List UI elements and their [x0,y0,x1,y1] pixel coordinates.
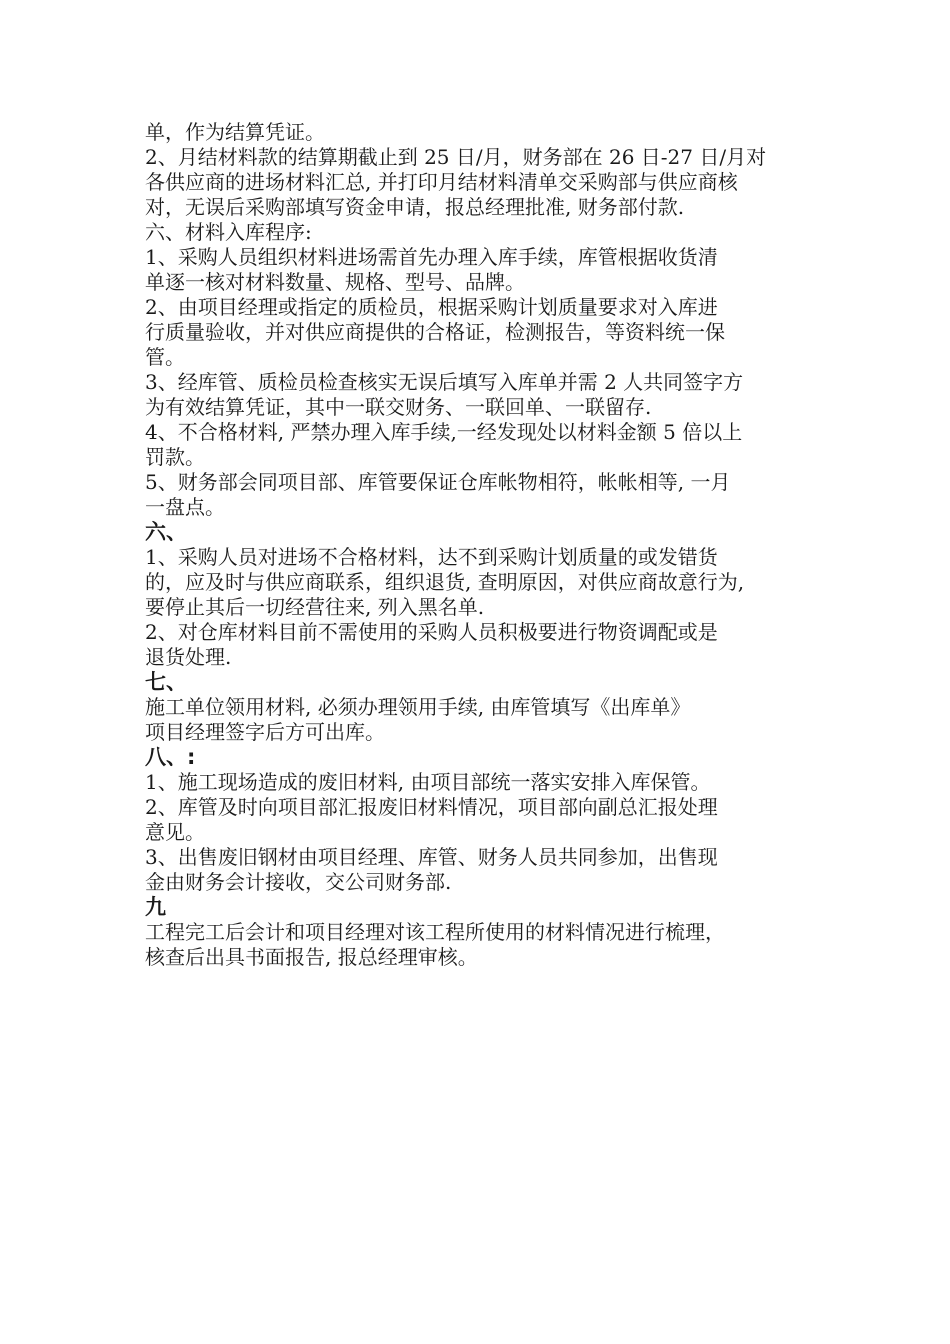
text-line: 罚款。 [145,445,205,469]
text-line: 4、不合格材料, 严禁办理入库手续,一经发现处以材料金额 5 倍以上 [145,420,743,444]
text-line: 的，应及时与供应商联系，组织退货, 查明原因，对供应商故意行为, [145,570,745,594]
text-line: 项目经理签字后方可出库。 [145,720,385,744]
text-line: 要停止其后一切经营往来, 列入黑名单. [145,595,485,619]
text-line: 2、库管及时向项目部汇报废旧材料情况，项目部向副总汇报处理 [145,795,718,819]
section-heading: 七、 [145,670,187,694]
section-heading: 八、: [145,745,196,769]
text-line: 退货处理. [145,645,232,669]
text-line: 一盘点。 [145,495,225,519]
text-line: 单逐一核对材料数量、规格、型号、品牌。 [145,270,525,294]
text-line: 六、材料入库程序: [145,220,312,244]
text-line: 2、对仓库材料目前不需使用的采购人员积极要进行物资调配或是 [145,620,718,644]
section-heading: 六、 [145,520,187,544]
text-line: 对，无误后采购部填写资金申请，报总经理批准, 财务部付款. [145,195,685,219]
document-body [145,120,825,970]
text-line: 2、由项目经理或指定的质检员，根据采购计划质量要求对入库进 [145,295,718,319]
text-line: 2、月结材料款的结算期截止到 25 日/月，财务部在 26 日-27 日/月对 [145,145,767,169]
text-line: 1、采购人员对进场不合格材料，达不到采购计划质量的或发错货 [145,545,718,569]
text-line: 意见。 [145,820,205,844]
text-line: 3、经库管、质检员检查核实无误后填写入库单并需 2 人共同签字方 [145,370,744,394]
text-line: 核查后出具书面报告, 报总经理审核。 [145,945,478,969]
text-line: 为有效结算凭证，其中一联交财务、一联回单、一联留存. [145,395,652,419]
text-line: 3、出售废旧钢材由项目经理、库管、财务人员共同参加，出售现 [145,845,718,869]
text-line: 1、采购人员组织材料进场需首先办理入库手续，库管根据收货清 [145,245,718,269]
text-line: 施工单位领用材料, 必须办理领用手续, 由库管填写《出库单》 [145,695,691,719]
text-line: 1、施工现场造成的废旧材料, 由项目部统一落实安排入库保管。 [145,770,711,794]
text-line: 单，作为结算凭证。 [145,120,325,144]
text-line: 金由财务会计接收，交公司财务部. [145,870,452,894]
text-line: 管。 [145,345,185,369]
text-line: 工程完工后会计和项目经理对该工程所使用的材料情况进行梳理， [145,920,725,944]
section-heading: 九 [145,895,166,919]
text-line: 行质量验收，并对供应商提供的合格证，检测报告，等资料统一保 [145,320,725,344]
text-line: 各供应商的进场材料汇总, 并打印月结材料清单交采购部与供应商核 [145,170,738,194]
text-line: 5、财务部会同项目部、库管要保证仓库帐物相符，帐帐相等, 一月 [145,470,731,494]
